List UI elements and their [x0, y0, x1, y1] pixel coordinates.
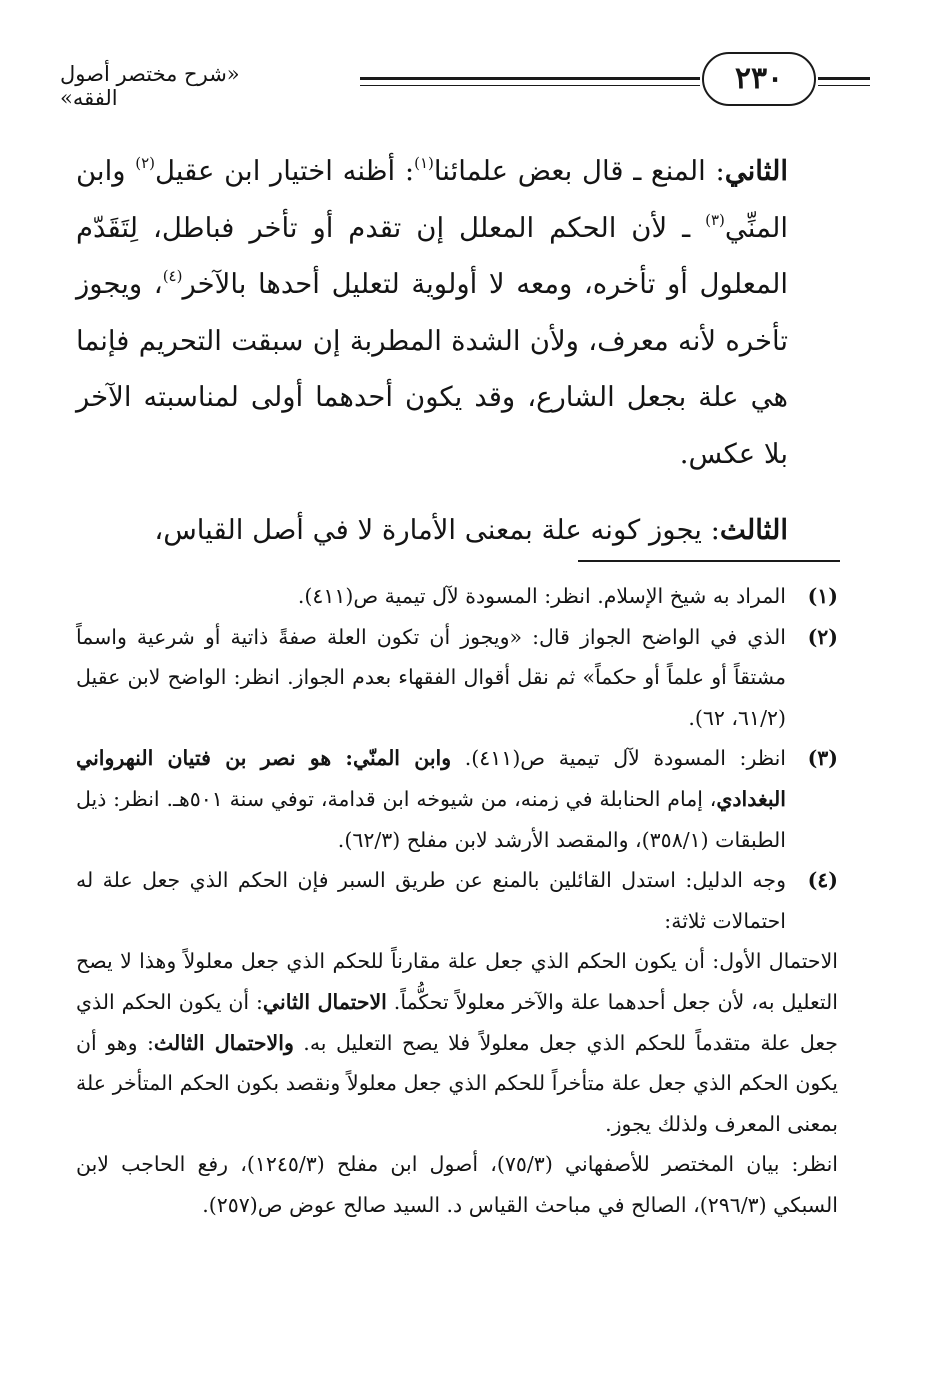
- footnote-number: (٢): [807, 624, 838, 649]
- footnote-4-references: [76, 1144, 838, 1225]
- paragraph-third-opinion: [76, 502, 788, 559]
- footnotes: [76, 576, 838, 1226]
- page-number: ٢٣٠: [702, 52, 816, 106]
- main-text: [76, 143, 788, 559]
- footnote-text: الاحتمال الأول: أن يكون الحكم الذي جعل علة مقارناً للحكم الذي جعل معلولاً وهذا لا يصح التعليل به، لأن جعل أحدهما علة والآخر معلولاً تحكُّماً.: [76, 949, 838, 1014]
- footnote-number: (٣): [807, 746, 838, 771]
- header-rule: [360, 85, 700, 86]
- footnote-bold-text: وابن المنّي: هو نصر بن فتيان النهرواني البغدادي: [76, 746, 786, 811]
- header-rule: [818, 77, 870, 80]
- footnote-text: انظر: بيان المختصر للأصفهاني (٧٥/٣)، أصول ابن مفلح (١٢٤٥/٣)، رفع الحاجب لابن السبكي (٢٩٦/٣)، الصالح في مباحث القياس د. السيد صالح عوض ص(٢٥٧).: [76, 1152, 838, 1217]
- text-span: : المنع ـ قال بعض علمائنا: [433, 155, 725, 187]
- footnote-ref[interactable]: (٣): [705, 210, 725, 229]
- footnote-2: [76, 617, 838, 739]
- footnote-1: [76, 576, 838, 617]
- text-span: وابن المنِّي: [76, 155, 788, 244]
- footnote-4: [76, 860, 838, 941]
- running-title: «شرح مختصر أصول الفقه»: [60, 62, 240, 110]
- text-span: ، ويجوز تأخره لأنه معرف، ولأن الشدة المطربة إن سبقت التحريم فإنما هي علة بجعل الشارع، وقد يكون أحدهما أولى لمناسبته الآخر بلا عكس.: [76, 268, 788, 470]
- text-span: ـ لأن الحكم المعلل إن تقدم أو تأخر فباطل، لِتَقَدّم المعلول أو تأخره، ومعه لا أولوية لتعليل أحدها بالآخر: [76, 211, 788, 300]
- footnote-text: وجه الدليل: استدل القائلين بالمنع عن طريق السبر فإن الحكم الذي جعل علة له احتمالات ثلاثة:: [76, 868, 786, 933]
- paragraph-second-opinion: [76, 143, 788, 482]
- header-rule: [360, 77, 700, 80]
- footnote-number: (١): [807, 584, 838, 608]
- footnote-text: انظر: المسودة لآل تيمية ص(٤١١).: [451, 746, 786, 771]
- footnote-text: ، إمام الحنابلة في زمنه، من شيوخه ابن قدامة، توفي سنة ٥٠١هـ. انظر: ذيل الطبقات (٣٥٨/١)، والمقصد الأرشد لابن مفلح (٦٢/٣).: [76, 786, 786, 852]
- footnote-separator: [578, 560, 840, 562]
- footnote-ref[interactable]: (٢): [135, 154, 155, 172]
- footnote-text: : أن يكون الحكم الذي جعل علة متقدماً للحكم الذي جعل معلولاً فلا يصح التعليل به.: [76, 989, 838, 1055]
- footnote-ref[interactable]: (١): [414, 154, 434, 172]
- footnote-ref[interactable]: (٤): [162, 267, 183, 285]
- footnote-bold-text: والاحتمال الثالث: [153, 1030, 294, 1055]
- opinion-label: الثالث: [719, 514, 788, 546]
- footnote-text: : وهو أن يكون الحكم الذي جعل علة متأخراً للحكم الذي جعل معلولاً ونقصد بكون الحكم المتأخر علة بمعنى المعرف ولذلك يجوز.: [76, 1030, 838, 1136]
- page-header: [60, 52, 850, 112]
- text-span: : أظنه اختيار ابن عقيل: [154, 155, 415, 187]
- footnote-number: (٤): [807, 868, 838, 893]
- footnote-bold-text: الاحتمال الثاني: [262, 989, 387, 1014]
- opinion-label: الثاني: [724, 155, 789, 187]
- footnote-text: الذي في الواضح الجواز قال: «ويجوز أن تكون العلة صفةً ذاتية أو شرعية واسماً مشتقاً أو علماً أو حكماً» ثم نقل أقوال الفقهاء بعدم الجواز. انظر: الواضح لابن عقيل (٦١/٢، ٦٢).: [76, 624, 786, 730]
- footnote-text: المراد به شيخ الإسلام. انظر: المسودة لآل تيمية ص(٤١١).: [297, 584, 786, 608]
- text-span: : يجوز كونه علة بمعنى الأمارة لا في أصل القياس،: [154, 514, 720, 546]
- header-rule: [818, 85, 870, 86]
- footnote-4-continuation: [76, 941, 838, 1144]
- footnote-3: [76, 738, 838, 860]
